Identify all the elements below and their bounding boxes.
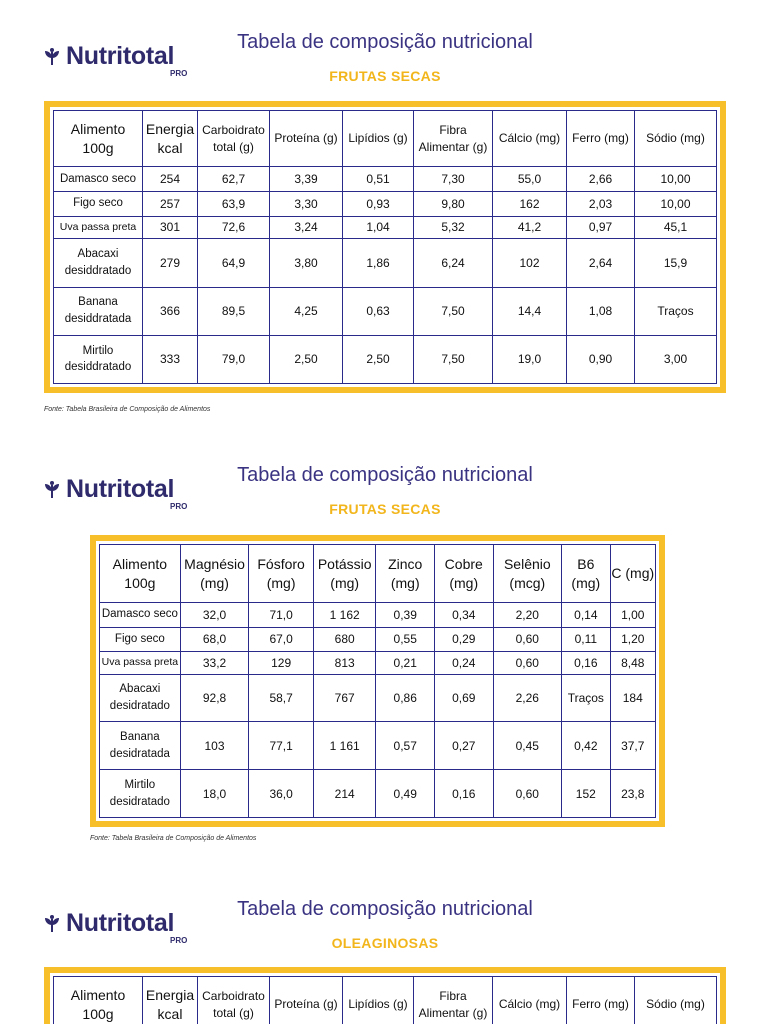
- nutrition-table: [99, 544, 656, 818]
- table-cell: 64,9: [198, 239, 270, 287]
- table-cell: 45,1: [635, 216, 717, 239]
- header-cell: Potássio (mg): [313, 545, 376, 603]
- nutrition-table-frame: [44, 967, 726, 1024]
- food-name-cell: Banana desiddratada: [54, 287, 143, 335]
- table-row: [100, 603, 656, 628]
- table-cell: 767: [313, 674, 376, 722]
- table-cell: 3,30: [270, 191, 343, 216]
- table-cell: 0,16: [562, 652, 610, 675]
- table-cell: 0,16: [434, 770, 493, 818]
- nutrition-table-frame: [90, 535, 665, 827]
- table-cell: 3,39: [270, 167, 343, 192]
- brand-logo: [42, 475, 174, 504]
- source-note: Fonte: Tabela Brasileira de Composição de Alimentos: [90, 835, 257, 842]
- source-note: Fonte: Tabela Brasileira de Composição de Alimentos: [44, 406, 211, 413]
- table-row: [54, 287, 717, 335]
- table-cell: 7,50: [414, 335, 493, 383]
- table-cell: 9,80: [414, 191, 493, 216]
- header-cell: Alimento 100g: [100, 545, 181, 603]
- table-cell: Traços: [635, 287, 717, 335]
- table-cell: 2,20: [493, 603, 562, 628]
- brand-tag: PRO: [170, 502, 188, 511]
- table-cell: 257: [143, 191, 198, 216]
- table-cell: 0,45: [493, 722, 562, 770]
- table-cell: 2,66: [567, 167, 635, 192]
- table-header-row: [100, 545, 656, 603]
- brand-name: Nutritotal: [66, 42, 175, 70]
- table-cell: 0,57: [376, 722, 435, 770]
- table-cell: 0,51: [343, 167, 414, 192]
- brand-name: Nutritotal: [66, 475, 175, 503]
- food-name-cell: Abacaxi desidratado: [100, 674, 181, 722]
- leaf-icon: [42, 914, 62, 934]
- table-cell: 1 162: [313, 603, 376, 628]
- table-cell: 279: [143, 239, 198, 287]
- table-cell: 0,60: [493, 770, 562, 818]
- table-cell: 89,5: [198, 287, 270, 335]
- table-cell: 32,0: [180, 603, 249, 628]
- table-row: [100, 770, 656, 818]
- table-cell: 3,00: [635, 335, 717, 383]
- table-cell: 8,48: [610, 652, 655, 675]
- table-row: [100, 652, 656, 675]
- brand-tag: PRO: [170, 936, 188, 945]
- table-cell: 0,93: [343, 191, 414, 216]
- table-cell: 55,0: [493, 167, 567, 192]
- table-cell: 214: [313, 770, 376, 818]
- header-cell: Fibra Alimentar (g): [414, 977, 493, 1024]
- table-cell: 1,00: [610, 603, 655, 628]
- food-name-cell: Mirtilo desiddratado: [54, 335, 143, 383]
- table-cell: 2,26: [493, 674, 562, 722]
- table-cell: 18,0: [180, 770, 249, 818]
- header-cell: Carboidrato total (g): [198, 977, 270, 1024]
- brand-name: Nutritotal: [66, 909, 175, 937]
- brand-logo: [42, 909, 174, 938]
- table-cell: 129: [249, 652, 314, 675]
- table-cell: 19,0: [493, 335, 567, 383]
- nutrition-table: [53, 110, 717, 384]
- header-cell: Magnésio (mg): [180, 545, 249, 603]
- table-cell: 0,24: [434, 652, 493, 675]
- table-row: [54, 239, 717, 287]
- table-cell: 14,4: [493, 287, 567, 335]
- table-header-row: [54, 111, 717, 167]
- brand-tag: PRO: [170, 69, 188, 78]
- table-cell: 6,24: [414, 239, 493, 287]
- table-cell: 15,9: [635, 239, 717, 287]
- leaf-icon: [42, 480, 62, 500]
- table-row: [54, 216, 717, 239]
- table-cell: 0,60: [493, 652, 562, 675]
- table-cell: 0,63: [343, 287, 414, 335]
- food-name-cell: Uva passa preta: [54, 216, 143, 239]
- table-cell: 0,86: [376, 674, 435, 722]
- table-cell: 3,24: [270, 216, 343, 239]
- table-cell: 4,25: [270, 287, 343, 335]
- table-cell: 33,2: [180, 652, 249, 675]
- table-cell: 366: [143, 287, 198, 335]
- table-cell: 2,64: [567, 239, 635, 287]
- header-cell: Sódio (mg): [635, 111, 717, 167]
- table-cell: 2,03: [567, 191, 635, 216]
- table-cell: 68,0: [180, 627, 249, 652]
- header-cell: Ferro (mg): [567, 111, 635, 167]
- table-cell: 62,7: [198, 167, 270, 192]
- food-name-cell: Figo seco: [54, 191, 143, 216]
- table-cell: 0,49: [376, 770, 435, 818]
- table-cell: 1 161: [313, 722, 376, 770]
- table-cell: 333: [143, 335, 198, 383]
- table-cell: 5,32: [414, 216, 493, 239]
- table-subtitle: FRUTAS SECAS: [329, 501, 441, 517]
- food-name-cell: Abacaxi desiddratado: [54, 239, 143, 287]
- header-cell: Carboidrato total (g): [198, 111, 270, 167]
- table-subtitle: FRUTAS SECAS: [329, 68, 441, 84]
- table-cell: 102: [493, 239, 567, 287]
- table-row: [54, 191, 717, 216]
- table-cell: 2,50: [270, 335, 343, 383]
- nutrition-table: [53, 976, 717, 1024]
- table-cell: 3,80: [270, 239, 343, 287]
- table-row: [100, 627, 656, 652]
- header-cell: B6 (mg): [562, 545, 610, 603]
- table-cell: 10,00: [635, 191, 717, 216]
- food-name-cell: Mirtilo desidratado: [100, 770, 181, 818]
- table-subtitle: OLEAGINOSAS: [331, 935, 439, 951]
- table-cell: 71,0: [249, 603, 314, 628]
- table-cell: 7,30: [414, 167, 493, 192]
- table-cell: 10,00: [635, 167, 717, 192]
- table-cell: 0,21: [376, 652, 435, 675]
- table-cell: 1,04: [343, 216, 414, 239]
- table-cell: 162: [493, 191, 567, 216]
- nutrition-table-frame: [44, 101, 726, 393]
- table-cell: 1,08: [567, 287, 635, 335]
- table-cell: 0,90: [567, 335, 635, 383]
- table-cell: 7,50: [414, 287, 493, 335]
- food-name-cell: Banana desidratada: [100, 722, 181, 770]
- table-cell: 0,39: [376, 603, 435, 628]
- food-name-cell: Damasco seco: [100, 603, 181, 628]
- table-cell: 58,7: [249, 674, 314, 722]
- table-cell: 0,55: [376, 627, 435, 652]
- table-cell: 0,34: [434, 603, 493, 628]
- table-cell: 0,27: [434, 722, 493, 770]
- header-cell: Sódio (mg): [635, 977, 717, 1024]
- header-cell: C (mg): [610, 545, 655, 603]
- table-title: Tabela de composição nutricional: [237, 31, 533, 53]
- table-cell: 67,0: [249, 627, 314, 652]
- table-cell: 0,97: [567, 216, 635, 239]
- leaf-icon: [42, 47, 62, 67]
- header-cell: Energia kcal: [143, 111, 198, 167]
- table-cell: 301: [143, 216, 198, 239]
- food-name-cell: Uva passa preta: [100, 652, 181, 675]
- table-cell: 0,29: [434, 627, 493, 652]
- table-cell: 36,0: [249, 770, 314, 818]
- table-cell: 0,60: [493, 627, 562, 652]
- table-row: [100, 722, 656, 770]
- table-cell: 103: [180, 722, 249, 770]
- header-cell: Cobre (mg): [434, 545, 493, 603]
- table-cell: 0,14: [562, 603, 610, 628]
- brand-logo: [42, 42, 174, 71]
- header-cell: Energia kcal: [143, 977, 198, 1024]
- table-row: [100, 674, 656, 722]
- food-name-cell: Damasco seco: [54, 167, 143, 192]
- table-cell: Traços: [562, 674, 610, 722]
- table-title: Tabela de composição nutricional: [237, 898, 533, 920]
- table-title: Tabela de composição nutricional: [237, 464, 533, 486]
- header-cell: Selênio (mcg): [493, 545, 562, 603]
- table-cell: 254: [143, 167, 198, 192]
- table-cell: 813: [313, 652, 376, 675]
- header-cell: Zinco (mg): [376, 545, 435, 603]
- header-cell: Proteína (g): [270, 977, 343, 1024]
- table-row: [54, 167, 717, 192]
- table-cell: 72,6: [198, 216, 270, 239]
- table-cell: 1,20: [610, 627, 655, 652]
- header-cell: Fibra Alimentar (g): [414, 111, 493, 167]
- header-cell: Lipídios (g): [343, 111, 414, 167]
- table-cell: 92,8: [180, 674, 249, 722]
- table-cell: 63,9: [198, 191, 270, 216]
- table-cell: 680: [313, 627, 376, 652]
- header-cell: Proteína (g): [270, 111, 343, 167]
- table-cell: 184: [610, 674, 655, 722]
- header-cell: Fósforo (mg): [249, 545, 314, 603]
- header-cell: Alimento 100g: [54, 111, 143, 167]
- table-cell: 37,7: [610, 722, 655, 770]
- table-row: [54, 335, 717, 383]
- table-cell: 152: [562, 770, 610, 818]
- table-cell: 79,0: [198, 335, 270, 383]
- table-cell: 0,42: [562, 722, 610, 770]
- header-cell: Cálcio (mg): [493, 111, 567, 167]
- table-cell: 0,11: [562, 627, 610, 652]
- header-cell: Alimento 100g: [54, 977, 143, 1024]
- table-cell: 0,69: [434, 674, 493, 722]
- table-cell: 41,2: [493, 216, 567, 239]
- header-cell: Ferro (mg): [567, 977, 635, 1024]
- food-name-cell: Figo seco: [100, 627, 181, 652]
- header-cell: Cálcio (mg): [493, 977, 567, 1024]
- table-header-row: [54, 977, 717, 1024]
- table-cell: 1,86: [343, 239, 414, 287]
- table-cell: 23,8: [610, 770, 655, 818]
- header-cell: Lipídios (g): [343, 977, 414, 1024]
- table-cell: 2,50: [343, 335, 414, 383]
- table-cell: 77,1: [249, 722, 314, 770]
